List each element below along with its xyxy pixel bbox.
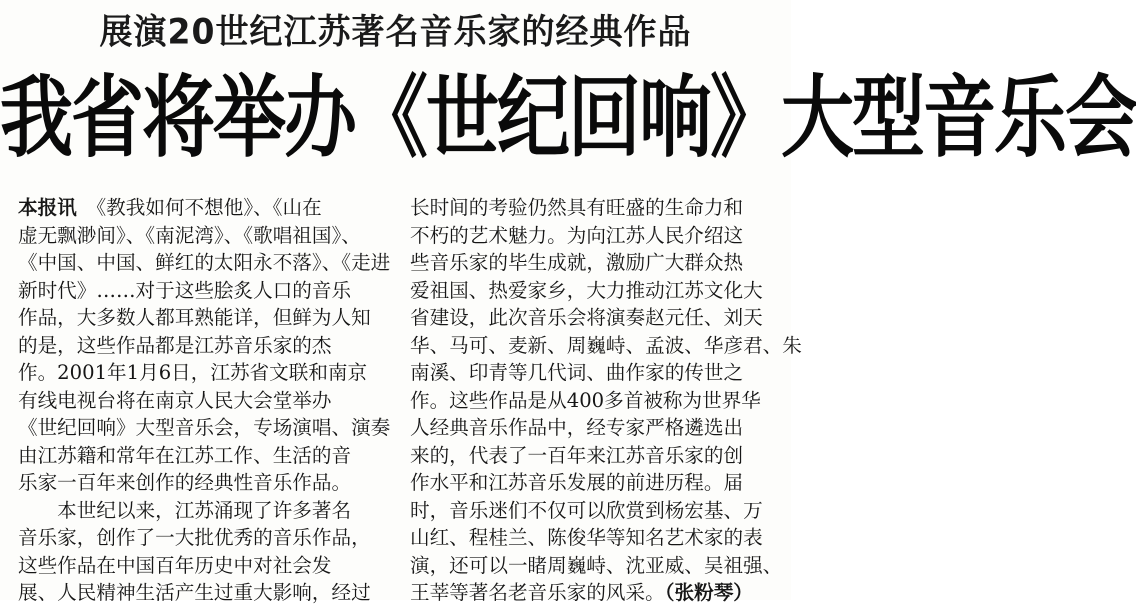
article-line: 虚无飘渺间》、《南泥湾》、《歌唱祖国》、 <box>18 223 361 247</box>
article-line: 长时间的考验仍然具有旺盛的生命力和 <box>410 196 744 219</box>
article-line: 些音乐家的毕生成就，激励广大群众热 <box>410 251 744 274</box>
article-line-text: 王莘等著名老音乐家的风采。 <box>410 581 665 604</box>
article-line: 来的，代表了一百年来江苏音乐家的创 <box>410 443 744 467</box>
article-line-text: 《教我如何不想他》、《山在 <box>96 196 322 219</box>
article-headline: 我省将举办《世纪回响》大型音乐会 <box>0 66 1136 171</box>
article-right-column <box>410 194 802 607</box>
article-line: 有线电视台将在南京人民大会堂举办 <box>18 388 332 412</box>
article-line: 作水平和江苏音乐发展的前进历程。届 <box>410 471 744 494</box>
article-byline: （张粉琴） <box>664 581 753 604</box>
article-line: 华、马可、麦新、周巍峙、孟波、华彦君、朱 <box>410 333 802 357</box>
article-subtitle: 展演20世纪江苏著名音乐家的经典作品 <box>99 11 692 53</box>
article-line: 省建设，此次音乐会将演奏赵元任、刘天 <box>410 306 763 329</box>
article-line: 音乐家，创作了一大批优秀的音乐作品， <box>18 526 371 549</box>
article-line: 《世纪回响》大型音乐会，专场演唱、演奏 <box>18 416 391 439</box>
article-line: 《中国、中国、鲜红的太阳永不落》、《走进 <box>18 251 391 274</box>
article-line <box>18 194 396 222</box>
article-line: 作。这些作品是从400多首被称为世界华 <box>410 388 761 412</box>
lead-label: 本报讯 <box>18 196 77 219</box>
article-line: 作。2001年1月6日，江苏省文联和南京 <box>18 361 368 384</box>
article-left-column <box>18 194 396 607</box>
article-line: 不朽的艺术魅力。为向江苏人民介绍这 <box>410 223 744 247</box>
article-line: 展、人民精神生活产生过重大影响，经过 <box>18 581 371 604</box>
article-line: 南溪、印青等几代词、曲作家的传世之 <box>410 361 744 384</box>
article-line: 山红、程桂兰、陈俊华等知名艺术家的表 <box>410 526 763 549</box>
article-last-line <box>410 579 782 607</box>
article-line: 爱祖国、热爱家乡，大力推动江苏文化大 <box>410 278 763 302</box>
article-line: 时，音乐迷们不仅可以欣赏到杨宏基、万 <box>410 498 763 522</box>
article-line: 新时代》……对于这些脍炙人口的音乐 <box>18 278 352 302</box>
article-line: 作品，大多数人都耳熟能详，但鲜为人知 <box>18 306 371 329</box>
article-line: 乐家一百年来创作的经典性音乐作品。 <box>18 471 352 494</box>
article-line: 由江苏籍和常年在江苏工作、生活的音 <box>18 443 352 467</box>
article-line: 本世纪以来，江苏涌现了许多著名 <box>18 498 352 522</box>
article-line: 的是，这些作品都是江苏音乐家的杰 <box>18 333 332 357</box>
article-line: 演，还可以一睹周巍峙、沈亚威、吴祖强、 <box>410 553 783 577</box>
article-line: 人经典音乐作品中，经专家严格遴选出 <box>410 416 744 439</box>
article-line: 这些作品在中国百年历史中对社会发 <box>18 553 332 577</box>
